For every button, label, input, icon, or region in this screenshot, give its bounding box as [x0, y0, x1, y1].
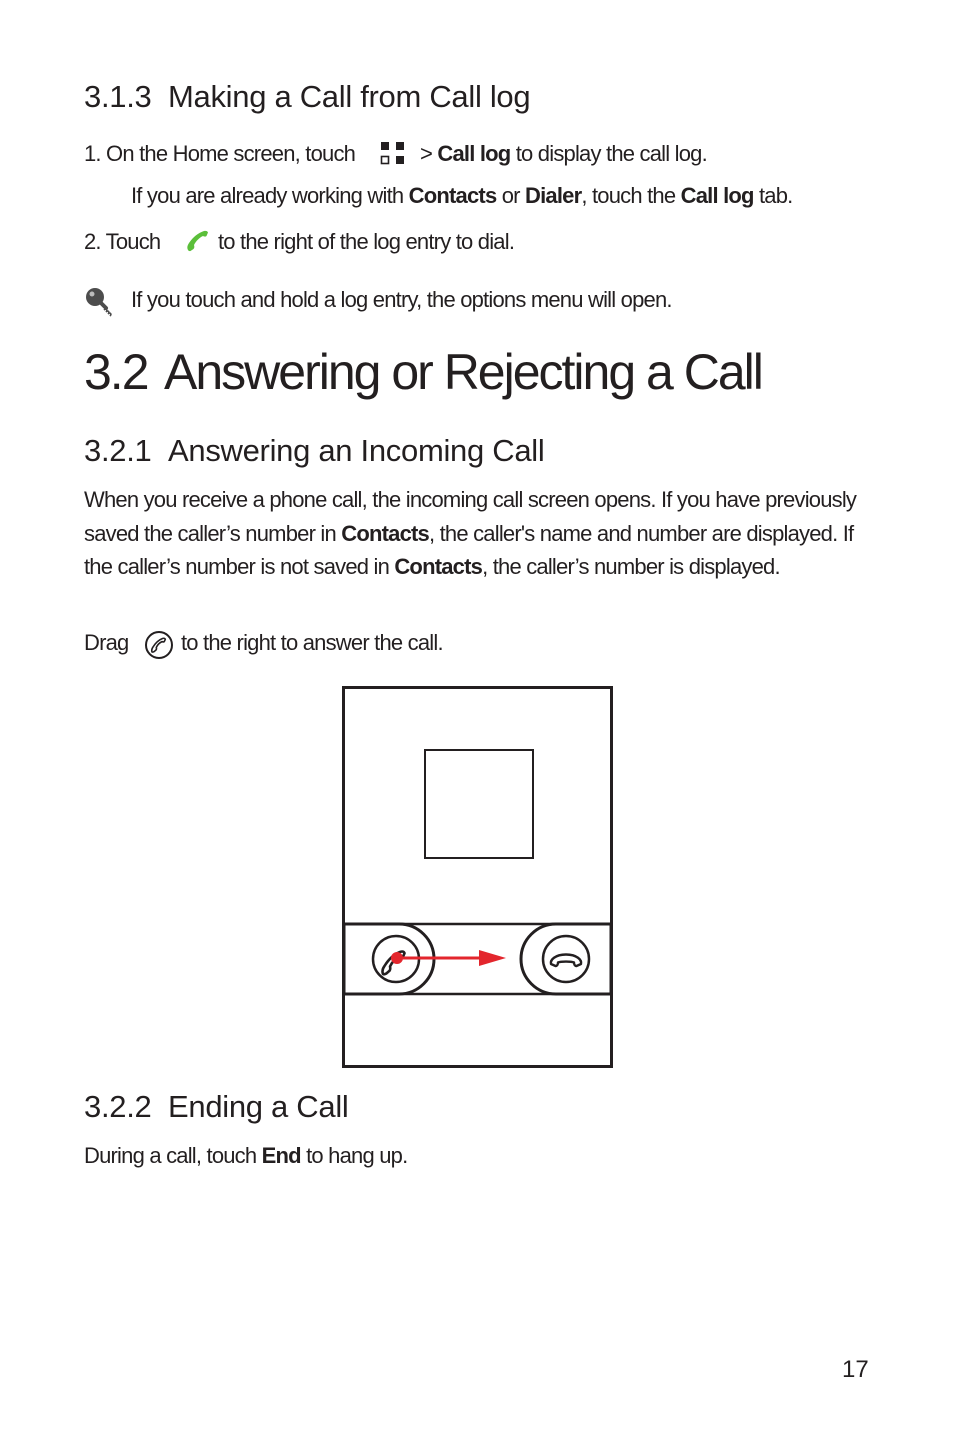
- section-322-heading: [84, 1089, 349, 1125]
- para-text: , the caller’s number is displayed.: [482, 554, 780, 579]
- answer-phone-icon: [143, 629, 175, 661]
- section-title: Answering or Rejecting a Call: [164, 344, 762, 400]
- tip-text: [131, 283, 672, 317]
- section-title: Ending a Call: [168, 1089, 349, 1124]
- step-1-note: [131, 179, 792, 213]
- para-text: , the caller's name and number are displayed. If the caller’s number is not saved in: [84, 520, 854, 579]
- drag-prefix: Drag: [84, 630, 129, 655]
- tip-lightbulb-icon: [84, 285, 118, 319]
- page-number: 17: [842, 1356, 869, 1383]
- contacts-bold: Contacts: [408, 183, 497, 208]
- drag-suffix: to the right to answer the call.: [181, 630, 443, 655]
- section-313-heading: [84, 79, 530, 115]
- para-text: During a call, touch: [84, 1143, 257, 1168]
- tip-sentence: If you touch and hold a log entry, the options menu will open.: [131, 287, 672, 312]
- caller-photo-placeholder: [425, 750, 533, 858]
- step-2-prefix: 2. Touch: [84, 229, 161, 254]
- answering-paragraph: [84, 483, 884, 584]
- section-title: Making a Call from Call log: [168, 79, 531, 114]
- end-bold: End: [261, 1143, 301, 1168]
- end-tab: [521, 924, 611, 994]
- section-number: 3.1.3: [84, 79, 152, 114]
- note-text: tab.: [758, 183, 793, 208]
- para-text: When you receive a phone call, the incoming call screen opens. If you have previously saved the caller’s number in: [84, 487, 857, 546]
- section-number: 3.2.2: [84, 1089, 152, 1124]
- drag-rest: [181, 626, 443, 660]
- app-grid-icon: [380, 141, 406, 165]
- note-text: If you are already working with: [131, 183, 404, 208]
- drag-instruction: [84, 626, 129, 660]
- contacts-bold: Contacts: [341, 520, 429, 546]
- section-number: 3.2: [84, 344, 148, 400]
- para-text: to hang up.: [306, 1143, 408, 1168]
- section-number: 3.2.1: [84, 433, 152, 468]
- step-1-suffix: to display the call log.: [515, 141, 707, 166]
- note-text: or: [501, 183, 520, 208]
- step-2-rest: [218, 225, 514, 259]
- contacts-bold: Contacts: [394, 554, 483, 579]
- phone-screen-frame: [344, 688, 612, 1067]
- step-1-rest: [420, 137, 707, 171]
- step-1-sep: >: [420, 141, 433, 166]
- section-title: Answering an Incoming Call: [168, 433, 545, 468]
- section-321-heading: [84, 433, 544, 469]
- step-2: [84, 225, 160, 259]
- dialer-bold: Dialer: [524, 183, 582, 208]
- ending-paragraph: [84, 1139, 407, 1173]
- call-log-bold: Call log: [680, 183, 754, 208]
- green-phone-icon: [184, 228, 210, 254]
- step-2-suffix: to the right of the log entry to dial.: [218, 229, 515, 254]
- step-1: [84, 137, 355, 171]
- note-text: , touch the: [581, 183, 676, 208]
- incoming-call-illustration: [341, 685, 614, 1069]
- step-1-prefix: 1. On the Home screen, touch: [84, 141, 356, 166]
- call-log-bold: Call log: [437, 141, 511, 166]
- section-32-heading: [84, 343, 762, 401]
